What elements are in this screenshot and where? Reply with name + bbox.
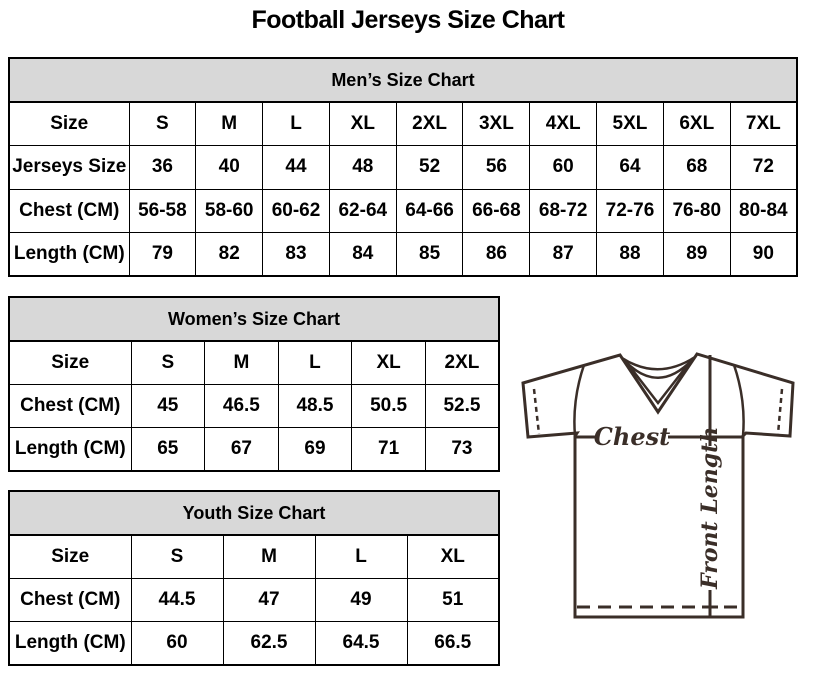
men-size-cell: 40 (196, 146, 263, 190)
women-table-title: Women’s Size Chart (9, 297, 499, 341)
men-size-cell: 48 (329, 146, 396, 190)
men-row-label: Length (CM) (9, 233, 129, 277)
men-size-cell: 72 (730, 146, 797, 190)
men-size-cell: 82 (196, 233, 263, 277)
youth-size-chart-table (8, 490, 500, 666)
men-size-cell: 64 (597, 146, 664, 190)
men-size-cell: 6XL (663, 102, 730, 146)
women-size-cell: 73 (425, 428, 499, 471)
youth-table-row-0 (9, 535, 499, 578)
men-size-cell: 64-66 (396, 189, 463, 233)
men-size-cell: 44 (263, 146, 330, 190)
page-title: Football Jerseys Size Chart (251, 6, 565, 34)
men-table-row-0 (9, 102, 797, 146)
men-size-cell: 60-62 (263, 189, 330, 233)
men-size-cell: S (129, 102, 196, 146)
men-row-label: Jerseys Size (9, 146, 129, 190)
youth-size-cell: 62.5 (223, 622, 315, 665)
men-size-cell: 90 (730, 233, 797, 277)
womens-size-chart-table (8, 296, 500, 472)
right-cuff-dashed-line (778, 389, 782, 434)
mens-size-chart-table (8, 57, 798, 277)
men-size-cell: 68 (663, 146, 730, 190)
youth-table-row-2 (9, 622, 499, 665)
men-size-cell: 56-58 (129, 189, 196, 233)
women-size-cell: 52.5 (425, 384, 499, 427)
men-size-cell: 83 (263, 233, 330, 277)
men-size-cell: 79 (129, 233, 196, 277)
women-table-row-0 (9, 341, 499, 384)
men-size-cell: 88 (597, 233, 664, 277)
left-cuff-dashed-line (534, 389, 539, 434)
women-size-cell: 45 (131, 384, 205, 427)
women-size-cell: 50.5 (352, 384, 426, 427)
right-sleeve-seam (734, 365, 744, 436)
men-size-cell: 68-72 (530, 189, 597, 233)
women-size-cell: M (205, 341, 279, 384)
youth-row-label: Chest (CM) (9, 578, 131, 621)
men-size-cell: M (196, 102, 263, 146)
youth-size-cell: 51 (407, 578, 499, 621)
women-size-cell: 2XL (425, 341, 499, 384)
youth-size-cell: XL (407, 535, 499, 578)
youth-size-cell: 66.5 (407, 622, 499, 665)
men-size-cell: 60 (530, 146, 597, 190)
women-size-cell: 71 (352, 428, 426, 471)
women-size-cell: 67 (205, 428, 279, 471)
women-size-cell: XL (352, 341, 426, 384)
women-size-cell: L (278, 341, 352, 384)
men-size-cell: XL (329, 102, 396, 146)
men-size-cell: 84 (329, 233, 396, 277)
men-size-cell: 36 (129, 146, 196, 190)
men-table-title: Men’s Size Chart (9, 58, 797, 102)
men-table-row-2 (9, 189, 797, 233)
youth-row-label: Size (9, 535, 131, 578)
men-size-cell: 86 (463, 233, 530, 277)
men-size-cell: 2XL (396, 102, 463, 146)
youth-size-cell: S (131, 535, 223, 578)
men-size-cell: 62-64 (329, 189, 396, 233)
women-row-label: Chest (CM) (9, 384, 131, 427)
men-size-cell: L (263, 102, 330, 146)
men-size-cell: 87 (530, 233, 597, 277)
women-table-row-1 (9, 384, 499, 427)
men-row-label: Size (9, 102, 129, 146)
youth-size-cell: 47 (223, 578, 315, 621)
men-size-cell: 56 (463, 146, 530, 190)
women-size-cell: 48.5 (278, 384, 352, 427)
left-sleeve-seam (574, 365, 584, 436)
men-size-cell: 89 (663, 233, 730, 277)
women-size-cell: 46.5 (205, 384, 279, 427)
men-table-row-3 (9, 233, 797, 277)
youth-size-cell: 60 (131, 622, 223, 665)
men-size-cell: 76-80 (663, 189, 730, 233)
women-row-label: Length (CM) (9, 428, 131, 471)
jersey-measurement-diagram (508, 345, 808, 635)
men-size-cell: 4XL (530, 102, 597, 146)
women-size-cell: 69 (278, 428, 352, 471)
men-size-cell: 85 (396, 233, 463, 277)
women-size-cell: S (131, 341, 205, 384)
women-table-row-2 (9, 428, 499, 471)
men-row-label: Chest (CM) (9, 189, 129, 233)
women-row-label: Size (9, 341, 131, 384)
youth-size-cell: L (315, 535, 407, 578)
jersey-outline-shape (523, 354, 793, 617)
men-size-cell: 3XL (463, 102, 530, 146)
youth-size-cell: 64.5 (315, 622, 407, 665)
men-size-cell: 72-76 (597, 189, 664, 233)
front-length-label: Front Length (697, 426, 723, 589)
youth-table-row-1 (9, 578, 499, 621)
men-size-cell: 66-68 (463, 189, 530, 233)
women-size-cell: 65 (131, 428, 205, 471)
youth-table-title: Youth Size Chart (9, 491, 499, 535)
men-size-cell: 5XL (597, 102, 664, 146)
chest-label: Chest (593, 422, 671, 451)
youth-size-cell: M (223, 535, 315, 578)
men-size-cell: 7XL (730, 102, 797, 146)
youth-size-cell: 49 (315, 578, 407, 621)
youth-size-cell: 44.5 (131, 578, 223, 621)
youth-row-label: Length (CM) (9, 622, 131, 665)
men-table-row-1 (9, 146, 797, 190)
men-size-cell: 52 (396, 146, 463, 190)
men-size-cell: 58-60 (196, 189, 263, 233)
men-size-cell: 80-84 (730, 189, 797, 233)
